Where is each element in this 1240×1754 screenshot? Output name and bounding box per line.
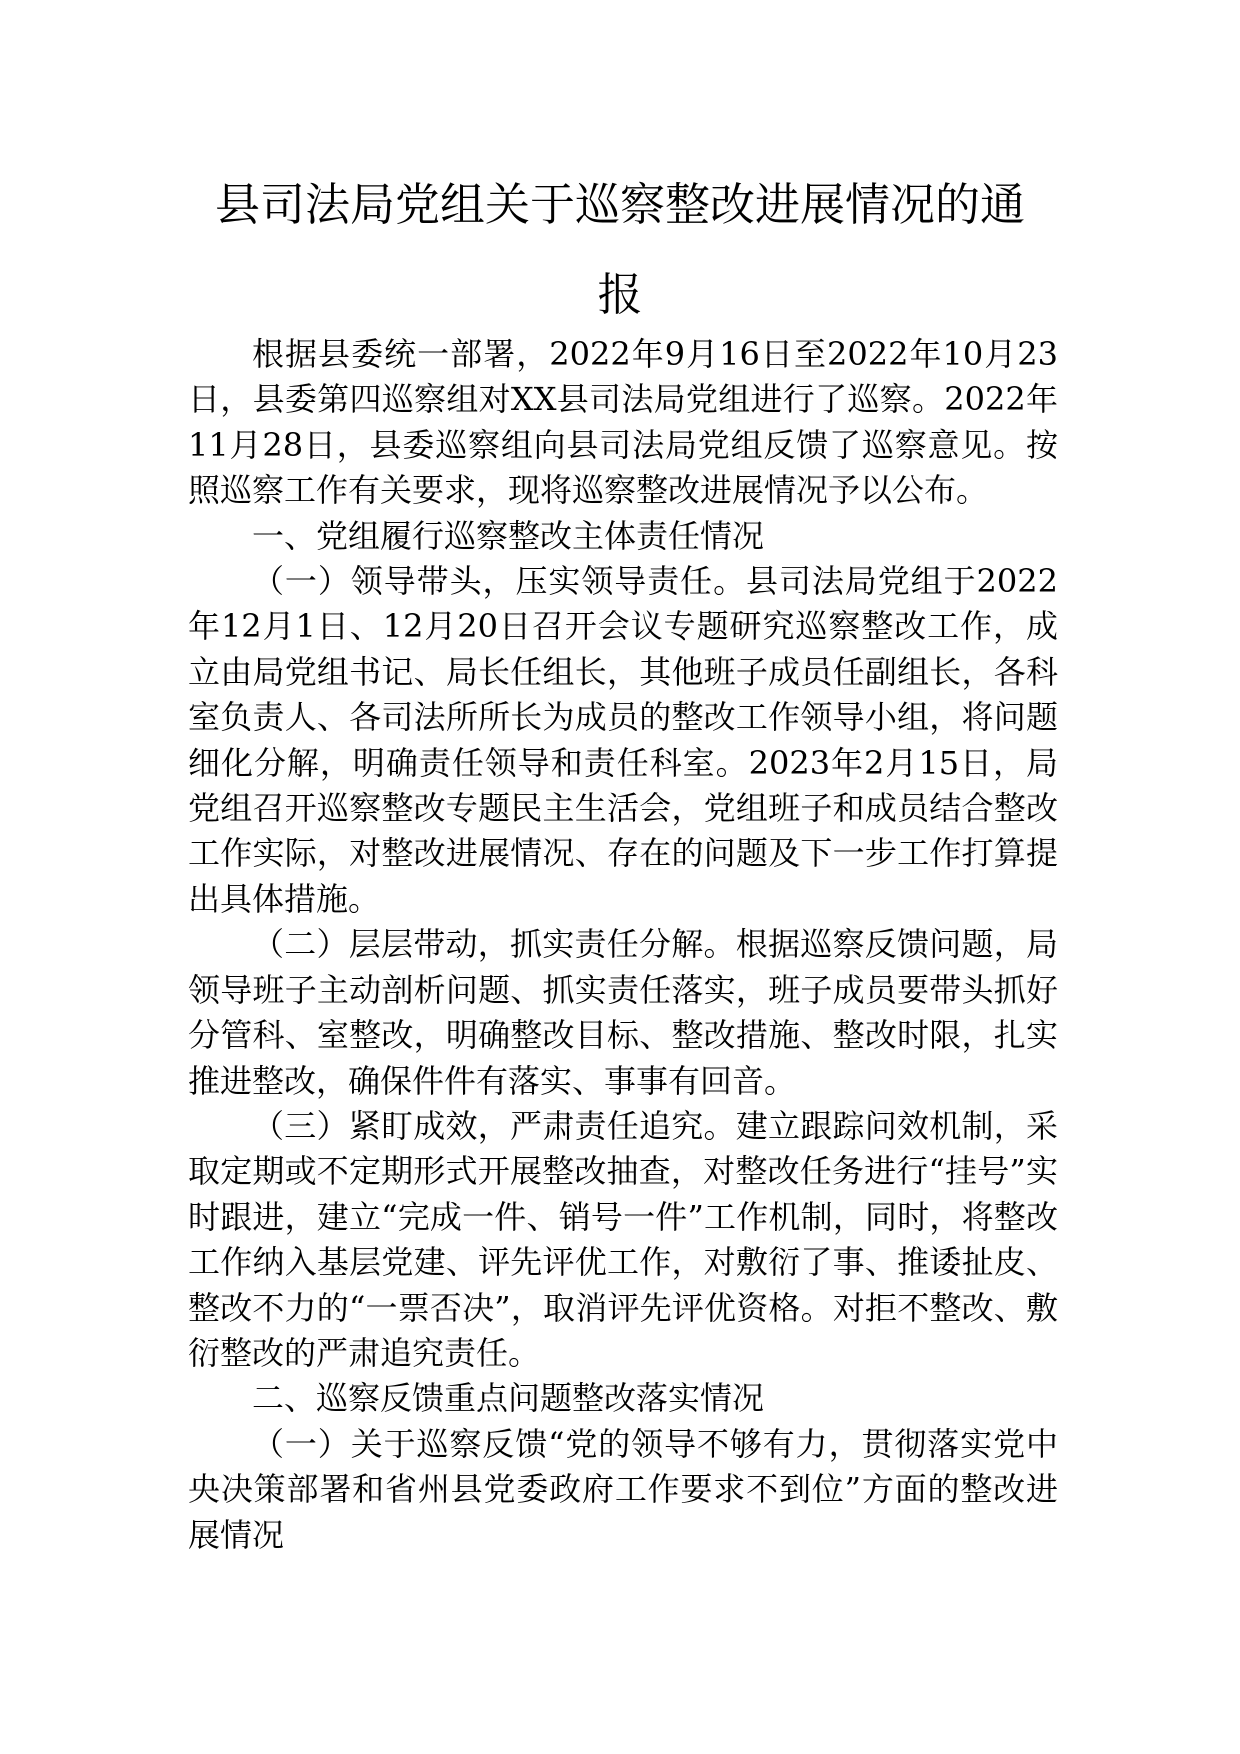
paragraph-intro: 根据县委统一部署，2022年9月16日至2022年10月23日，县委第四巡察组对XX县司法局党组进行了巡察。2022年11月28日，县委巡察组向县司法局党组反馈了巡察意见。按照巡察工作有关要求，现将巡察整改进展情况予以公布。	[188, 335, 1058, 510]
paragraph-2-1: （一）关于巡察反馈“党的领导不够有力，贯彻落实党中央决策部署和省州县党委政府工作要求不到位”方面的整改进展情况	[188, 1424, 1058, 1554]
paragraph-1-2: （二）层层带动，抓实责任分解。根据巡察反馈问题，局领导班子主动剖析问题、抓实责任落实，班子成员要带头抓好分管科、室整改，明确整改目标、整改措施、整改时限，扎实推进整改，确保件件有落实、事事有回音。	[188, 925, 1058, 1100]
document-body	[188, 332, 1058, 1558]
paragraph-1-1: （一）领导带头，压实领导责任。县司法局党组于2022年12月1日、12月20日召开会议专题研究巡察整改工作，成立由局党组书记、局长任组长，其他班子成员任副组长，各科室负责人、各司法所所长为成员的整改工作领导小组，将问题细化分解，明确责任领导和责任科室。2023年2月15日，局党组召开巡察整改专题民主生活会，党组班子和成员结合整改工作实际，对整改进展情况、存在的问题及下一步工作打算提出具体措施。	[188, 562, 1058, 918]
document-title: 县司法局党组关于巡察整改进展情况的通报	[214, 178, 1025, 321]
paragraph-1-3: （三）紧盯成效，严肃责任追究。建立跟踪问效机制，采取定期或不定期形式开展整改抽查，对整改任务进行“挂号”实时跟进，建立“完成一件、销号一件”工作机制，同时，将整改工作纳入基层党建、评先评优工作，对敷衍了事、推诿扯皮、整改不力的“一票否决”，取消评先评优资格。对拒不整改、敷衍整改的严肃追究责任。	[188, 1106, 1058, 1372]
section-heading-2: 二、巡察反馈重点问题整改落实情况	[252, 1379, 765, 1418]
section-heading-1: 一、党组履行巡察整改主体责任情况	[252, 516, 765, 555]
